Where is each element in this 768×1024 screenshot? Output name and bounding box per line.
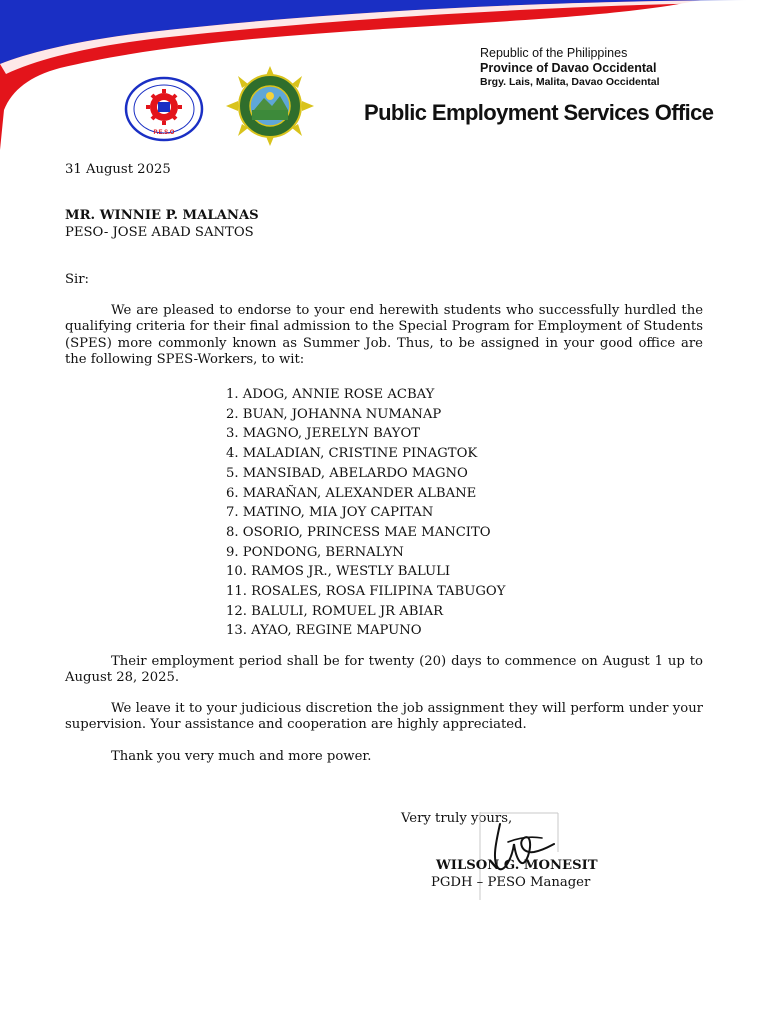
provincial-seal-icon [226, 66, 314, 146]
list-item: 13. AYAO, REGINE MAPUNO [226, 623, 422, 639]
list-item: 1. ADOG, ANNIE ROSE ACBAY [226, 387, 435, 402]
salutation: Sir: [65, 272, 89, 287]
province-line: Province of Davao Occidental [480, 61, 657, 75]
list-item: 2. BUAN, JOHANNA NUMANAP [226, 406, 442, 422]
paragraph-endorsement: We are pleased to endorse to your end herewith students who successfully hurdled the qualifying criteria for their final admission to the Special Program for Employment of Students (SPES) more commonly known as Summer Job. Thus, to be assigned in your good office are the following SPES-Workers, to wit: [65, 303, 703, 368]
closing: Very truly yours, [401, 811, 513, 826]
list-item: 11. ROSALES, ROSA FILIPINA TABUGOY [226, 584, 506, 600]
office-title: Public Employment Services Office [364, 100, 714, 125]
office-address-block [480, 46, 660, 89]
signatory-title: PGDH – PESO Manager [431, 875, 591, 890]
list-item: 8. OSORIO, PRINCESS MAE MANCITO [226, 524, 491, 540]
list-item: 7. MATINO, MIA JOY CAPITAN [226, 505, 434, 521]
letterhead [0, 0, 768, 150]
paragraph-discretion: We leave it to your judicious discretion the job assignment they will perform under your supervision. Your assistance and cooperation are highly appreciated. [65, 701, 703, 733]
address-line: Brgy. Lais, Malita, Davao Occidental [480, 76, 660, 88]
list-item: 4. MALADIAN, CRISTINE PINAGTOK [226, 446, 478, 462]
list-item: 3. MAGNO, JERELYN BAYOT [226, 426, 421, 442]
recipient-office: PESO- JOSE ABAD SANTOS [65, 225, 254, 240]
paragraph-thanks: Thank you very much and more power. [111, 749, 372, 764]
list-item: 6. MARAÑAN, ALEXANDER ALBANE [226, 485, 477, 501]
letter-date: 31 August 2025 [65, 162, 171, 177]
spes-workers-list [226, 385, 505, 641]
list-item: 12. BALULI, ROMUEL JR ABIAR [226, 603, 444, 619]
list-item: 9. PONDONG, BERNALYN [226, 544, 404, 560]
recipient-name: MR. WINNIE P. MALANAS [65, 208, 259, 223]
svg-text:P.E.S.O: P.E.S.O [153, 130, 175, 136]
signatory-name: WILSON G. MONESIT [436, 858, 598, 873]
list-item: 5. MANSIBAD, ABELARDO MAGNO [226, 465, 468, 481]
paragraph-employment-period: Their employment period shall be for twenty (20) days to commence on August 1 up to August 28, 2025. [65, 654, 703, 686]
list-item: 10. RAMOS JR., WESTLY BALULI [226, 564, 451, 580]
peso-logo-icon [124, 76, 204, 142]
republic-line: Republic of the Philippines [480, 46, 628, 60]
